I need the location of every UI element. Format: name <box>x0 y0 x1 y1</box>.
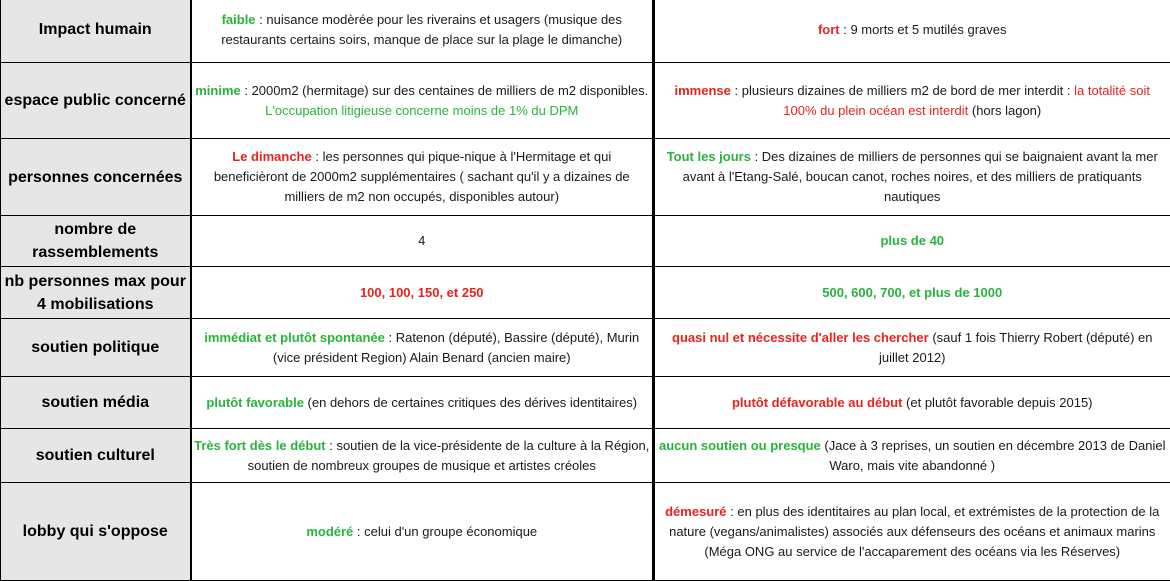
cell-text: : les personnes qui pique-nique à l'Hermitage et qui beneficièront de 2000m2 supplémentaires ( sachant qu'il y a dizaines de milliers de m2 non occupés, disponibles autour) <box>213 149 630 204</box>
cell-text: : soutien de la vice-présidente de la culture à la Région, soutien de nombreux groupes de musique et artistes créoles <box>247 437 650 473</box>
table-row <box>1 483 1170 581</box>
keyword-red: 100, 100, 150, et 250 <box>359 284 484 300</box>
keyword-green: plus de 40 <box>880 233 945 248</box>
left-cell <box>191 139 654 216</box>
cell-text: 4 <box>418 233 426 248</box>
cell-text: (hors lagon) <box>968 102 1042 118</box>
right-cell <box>654 377 1170 429</box>
row-label: espace public concerné <box>1 63 191 139</box>
right-cell <box>654 319 1170 377</box>
keyword-red: la totalité soit 100% du plein océan est interdit <box>783 82 1150 118</box>
left-cell <box>191 63 654 139</box>
cell-text: : en plus des identitaires au plan local, et extrémistes de la protection de la nature (vegans/animalistes) associés aux défenseurs des océans et animaux marins (Méga ONG au service de l'accaparement des océans via les Réserves) <box>669 503 1160 559</box>
left-cell <box>191 319 654 377</box>
row-label: Impact humain <box>1 0 191 63</box>
cell-text: : 2000m2 (hermitage) sur des centaines de milliers de m2 disponibles. <box>240 82 649 98</box>
cell-text: : Ratenon (député), Bassire (député), Murin (vice président Region) Alain Benard (ancien maire) <box>272 329 640 365</box>
row-label: lobby qui s'oppose <box>1 483 191 581</box>
keyword-green: immédiat et plutôt spontanée <box>204 329 385 345</box>
table-row <box>1 0 1170 63</box>
left-cell <box>191 377 654 429</box>
table-row <box>1 216 1170 267</box>
cell-text: : 9 morts et 5 mutilés graves <box>839 21 1007 37</box>
keyword-green: Tout les jours <box>666 149 751 164</box>
keyword-green: L'occupation litigieuse concerne moins de 1% du DPM <box>265 102 579 118</box>
table-row <box>1 63 1170 139</box>
cell-text: : nuisance modèrée pour les riverains et usagers (musique des restaurants certains soirs, manque de place sur la plage le dimanche) <box>221 11 623 47</box>
keyword-red: immense <box>674 82 731 98</box>
table-row <box>1 429 1170 483</box>
keyword-green: minime <box>195 82 241 98</box>
keyword-red: fort <box>817 21 840 37</box>
right-cell <box>654 267 1170 319</box>
table-row <box>1 319 1170 377</box>
row-label: nb personnes max pour 4 mobilisations <box>1 267 191 319</box>
table-row <box>1 267 1170 319</box>
right-cell <box>654 216 1170 267</box>
right-cell <box>654 139 1170 216</box>
table-row <box>1 139 1170 216</box>
cell-text: : plusieurs dizaines de milliers m2 de bord de mer interdit : <box>730 82 1075 98</box>
keyword-green: faible <box>221 11 256 27</box>
cell-text: (en dehors de certaines critiques des dérives identitaires) <box>303 394 638 410</box>
cell-text: (sauf 1 fois Thierry Robert (député) en juillet 2012) <box>879 329 1153 365</box>
left-cell <box>191 0 654 63</box>
right-cell <box>654 0 1170 63</box>
left-cell <box>191 429 654 483</box>
keyword-green: Très fort dès le début <box>194 437 326 453</box>
right-cell <box>654 483 1170 581</box>
row-label: nombre de rassemblements <box>1 216 191 267</box>
keyword-red: quasi nul et nécessite d'aller les chercher <box>672 329 929 345</box>
cell-text: : Des dizaines de milliers de personnes qui se baignaient avant la mer avant à l'Etang-Salé, boucan canot, roches noires, et des milliers de pratiquants nautiques <box>682 149 1158 204</box>
keyword-green: aucun soutien ou presque <box>658 437 821 453</box>
keyword-green: 500, 600, 700, et plus de 1000 <box>822 284 1003 300</box>
keyword-red: Le dimanche <box>232 149 312 164</box>
row-label: soutien politique <box>1 319 191 377</box>
cell-text: (et plutôt favorable depuis 2015) <box>902 394 1093 410</box>
keyword-red: plutôt défavorable au début <box>731 394 903 410</box>
table-row <box>1 377 1170 429</box>
left-cell <box>191 267 654 319</box>
cell-text: (Jace à 3 reprises, un soutien en décembre 2013 de Daniel Waro, mais vite abandonné ) <box>820 437 1166 473</box>
row-label: soutien média <box>1 377 191 429</box>
left-cell <box>191 483 654 581</box>
keyword-red: démesuré <box>665 503 727 519</box>
left-cell <box>191 216 654 267</box>
keyword-green: plutôt favorable <box>206 394 304 410</box>
right-cell <box>654 429 1170 483</box>
cell-text: : celui d'un groupe économique <box>353 523 538 539</box>
keyword-green: modéré <box>306 523 354 539</box>
row-label: personnes concernées <box>1 139 191 216</box>
right-cell <box>654 63 1170 139</box>
row-label: soutien culturel <box>1 429 191 483</box>
